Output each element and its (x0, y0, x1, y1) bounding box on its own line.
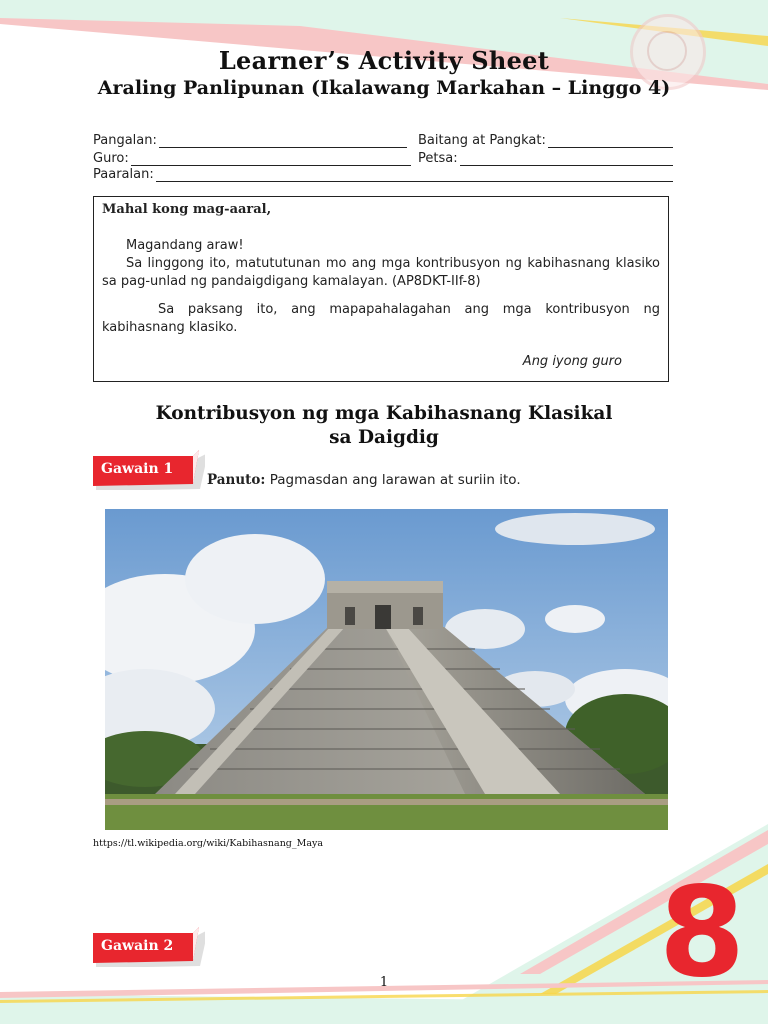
activity-1-instruction (207, 472, 521, 488)
image-source-caption: https://tl.wikipedia.org/wiki/Kabihasnang_Maya (93, 838, 324, 849)
letter-hello: Magandang araw! (126, 238, 244, 253)
activity-1-badge (93, 450, 205, 490)
letter-greeting: Mahal kong mag-aaral, (102, 202, 272, 217)
date-line[interactable] (460, 153, 673, 166)
grade-section-field[interactable] (418, 133, 673, 148)
pyramid-photo (105, 509, 668, 830)
teacher-line[interactable] (131, 153, 411, 166)
name-line[interactable] (159, 135, 407, 148)
activity-2-label: Gawain 2 (101, 938, 174, 954)
school-label: Paaralan: (93, 167, 154, 182)
grade-section-label: Baitang at Pangkat: (418, 133, 546, 148)
letter-body-1: Sa linggong ito, matututunan mo ang mga kontribusyon ng kabihasnang klasiko sa pag-unlad ng pandaigdigang kamalayan. (AP8DKT-IIf-8) (102, 256, 660, 289)
letter-paragraph-2 (102, 301, 660, 337)
page-title: Learner’s Activity Sheet (218, 46, 550, 75)
letter-box (93, 196, 669, 382)
school-line[interactable] (156, 169, 673, 182)
instruction-text: Pagmasdan ang larawan at suriin ito. (269, 472, 521, 488)
letter-paragraph-1 (102, 237, 660, 291)
teacher-field[interactable] (93, 151, 411, 166)
activity-1-label: Gawain 1 (101, 461, 174, 477)
date-field[interactable] (418, 151, 673, 166)
grade-level-number: 8 (658, 861, 746, 1005)
activity-2-badge (93, 927, 205, 967)
section-title-line-2: sa Daigdig (329, 427, 439, 448)
name-field[interactable] (93, 133, 407, 148)
grade-section-line[interactable] (548, 135, 673, 148)
letter-signature: Ang iyong guro (522, 354, 622, 369)
page-number: 1 (379, 975, 389, 990)
instruction-label: Panuto: (207, 472, 266, 488)
section-title (0, 402, 768, 450)
letter-body-2: Sa paksang ito, ang mapapahalagahan ang mga kontribusyon ng kabihasnang klasiko. (102, 302, 660, 335)
date-label: Petsa: (418, 151, 458, 166)
teacher-label: Guro: (93, 151, 129, 166)
page-subtitle: Araling Panlipunan (Ikalawang Markahan – Linggo 4) (97, 77, 671, 99)
school-field[interactable] (93, 167, 673, 182)
section-title-line-1: Kontribusyon ng mga Kabihasnang Klasikal (155, 403, 613, 424)
name-label: Pangalan: (93, 133, 157, 148)
